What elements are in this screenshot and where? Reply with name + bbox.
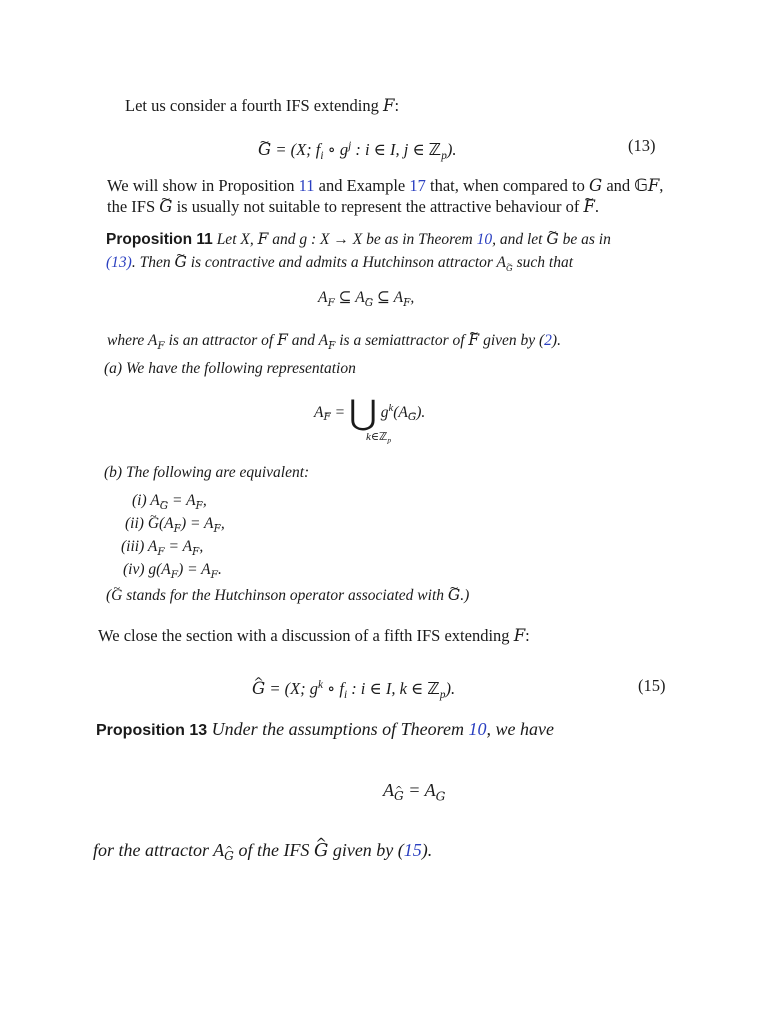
final-line: for the attractor A^ $_G$ of the IFS ^ G given by (15). — [93, 838, 432, 868]
sub-item-i: (i) A~ $_G$ = A~ $_F$, — [132, 490, 207, 517]
ref-example-17-link[interactable]: 17 — [409, 176, 426, 195]
proposition-13-line: Proposition 13 Under the assumptions of Theorem 10, we have — [96, 719, 554, 739]
proposition-13-label: Proposition 13 — [96, 722, 208, 739]
sub-item-iv: (iv) $g(A_F) = A_F$. — [123, 561, 222, 581]
item-b: (b) The following are equivalent: — [104, 464, 310, 481]
show-paragraph-line-1: We will show in Proposition 11 and Example 17 that, when compared to G and 𝔾F, — [107, 176, 664, 195]
sub-item-iii: (iii) $A_F$ = A~ $_F$, — [121, 536, 203, 563]
item-a: (a) We have the following representation — [104, 360, 356, 377]
equation-number-15: (15) — [638, 676, 666, 695]
equation-number-13: (13) — [628, 136, 656, 155]
ref-equation-2-link[interactable]: 2 — [544, 332, 552, 349]
proposition-11-label: Proposition 11 — [106, 231, 213, 248]
ref-equation-15-link[interactable]: 15 — [403, 840, 422, 860]
intro-paragraph: Let us consider a fourth IFS extending F: — [125, 96, 400, 115]
ref-theorem-10-link-2[interactable]: 10 — [468, 719, 487, 739]
proposition-11-line-1: Proposition 11 Let X, F and g : X → X be as in Theorem 10, and let ~ G be as in — [106, 229, 611, 250]
equation-15: ^ G = (X; $g^k$ ∘ $f_i$ : i ∈ I, k ∈ ℤ$_p$). — [252, 673, 455, 707]
close-paragraph: We close the section with a discussion of a fifth IFS extending F: — [98, 626, 530, 645]
ref-equation-13-link[interactable]: (13) — [106, 254, 132, 271]
union-index: k∈ℤ$_p$ — [366, 430, 392, 445]
operator-note: (~ G stands for the Hutchinson operator associated with ~ G.) — [106, 585, 469, 606]
equation-13: ~ G = (X; $f_i$ ∘ $g^j$ : i ∈ I, j ∈ ℤ$_p$). — [258, 134, 456, 168]
ref-theorem-10-link[interactable]: 10 — [476, 231, 493, 248]
proposition-11-line-2: (13). Then ~ G is contractive and admits a Hutchinson attractor A~ $_G$ such that — [106, 252, 573, 279]
sub-item-ii: (ii) ~ G(A~ $_F$) = A~ $_F$, — [125, 513, 225, 540]
show-paragraph-line-2: the IFS ~ G is usually not suitable to represent the attractive behaviour of ~ F. — [107, 195, 599, 219]
ref-proposition-11-link[interactable]: 11 — [298, 176, 315, 195]
where-line: where $A_F$ is an attractor of F and A~ $_F$ is a semiattractor of ~ F given by (2). — [107, 330, 561, 357]
union-equation: A~ $_F$ = ⋃ $g^k(A\sim$ $_G$). — [314, 398, 425, 429]
attractor-equation: A^ $_G = A_G$ — [383, 778, 445, 808]
inclusion-equation: $A_F$ ⊆ A~ $_G$ ⊆ A~ $_F$, — [318, 287, 414, 314]
